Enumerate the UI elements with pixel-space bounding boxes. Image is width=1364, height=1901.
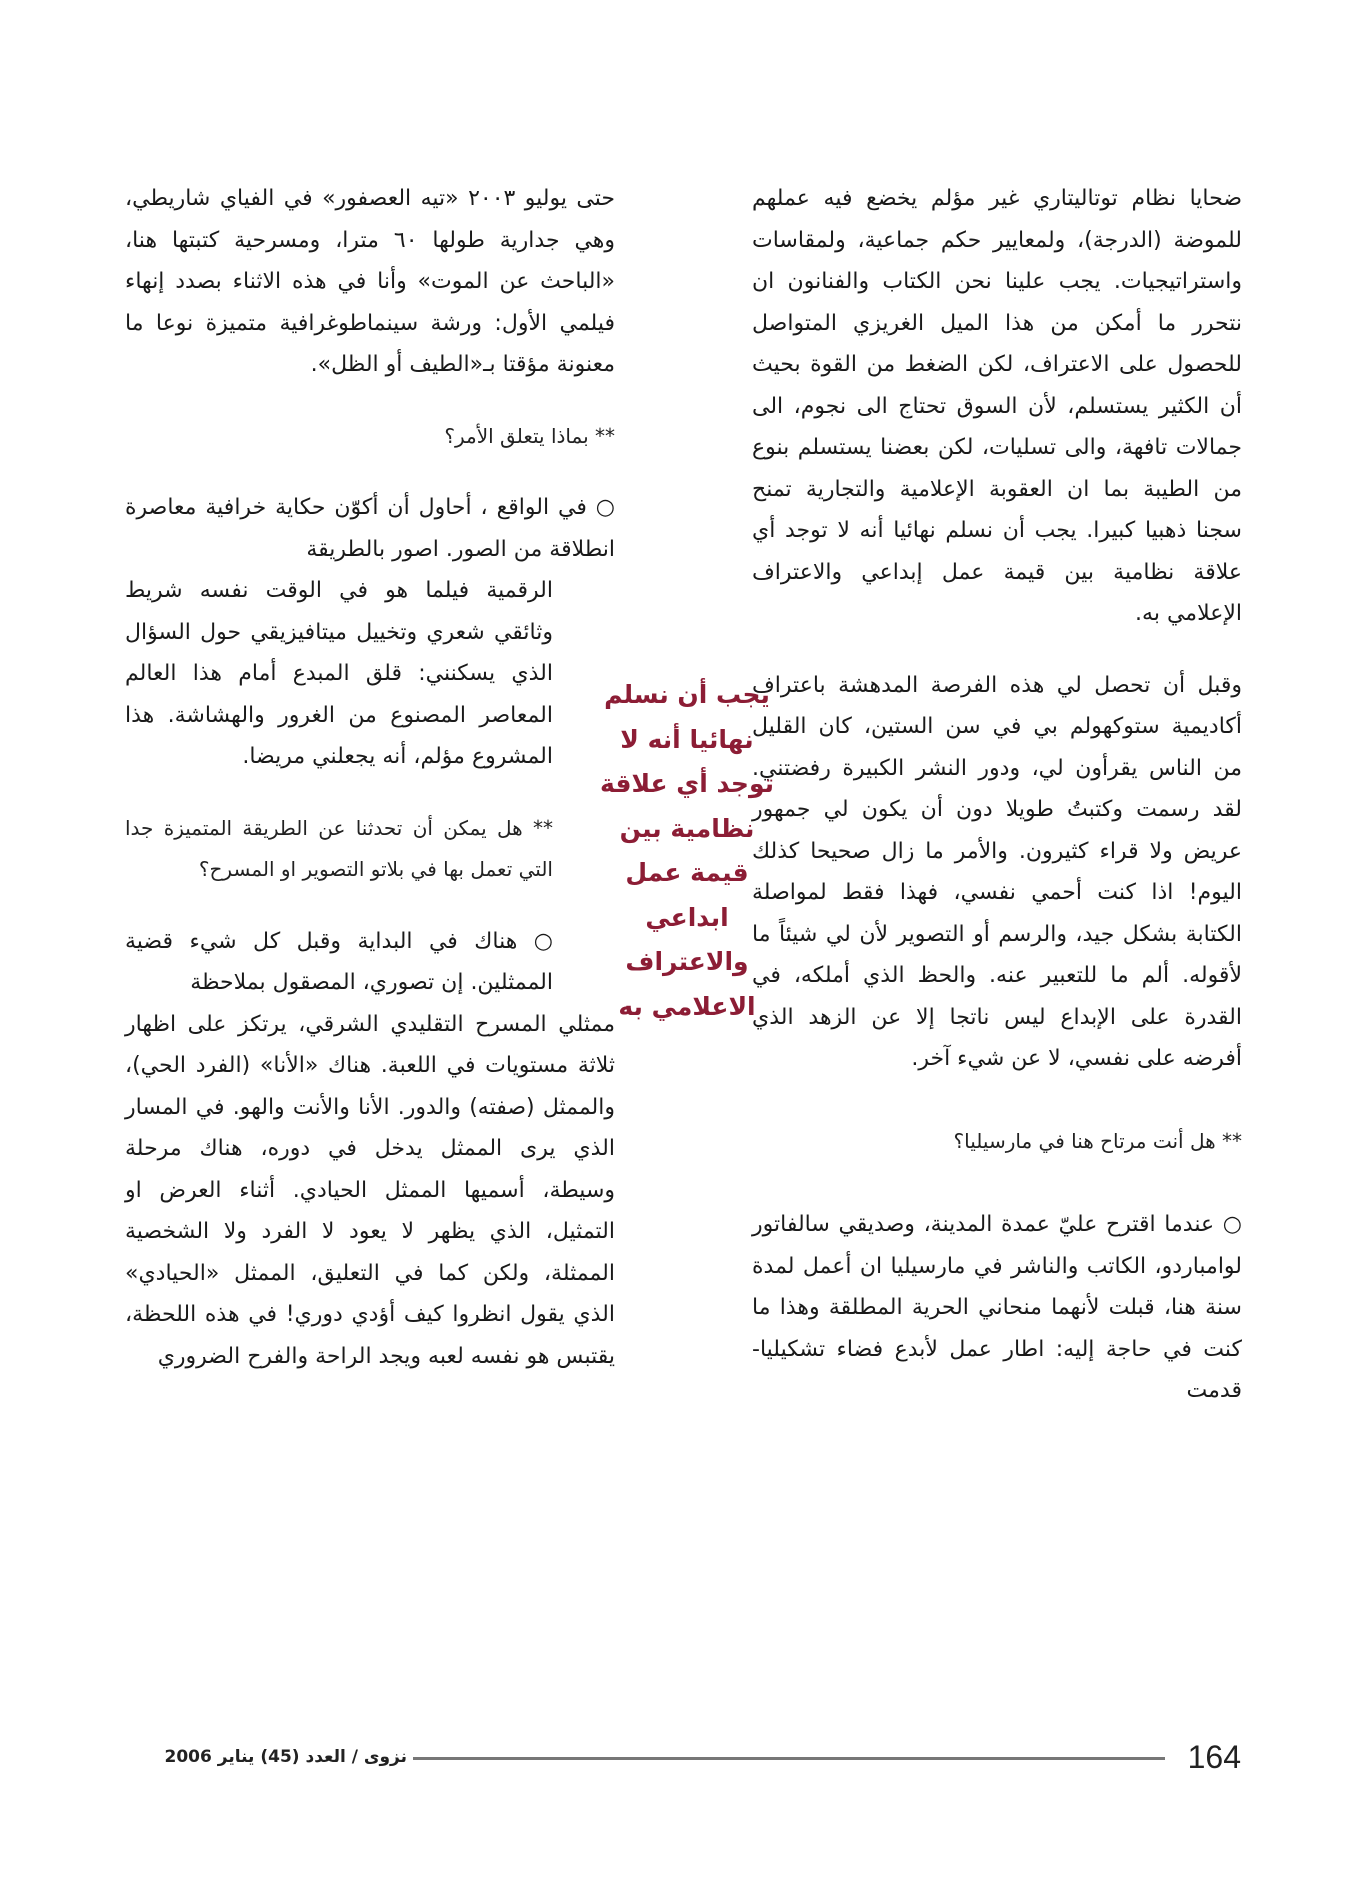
interview-question: ** بماذا يتعلق الأمر؟ — [444, 423, 615, 448]
answer-paragraph: ممثلي المسرح التقليدي الشرقي، يرتكز على اظهار ثلاثة مستويات في اللعبة. هناك «الأنا» (الفرد الحي)، والممثل (صفته) والدور. الأنا والأنت والهو. في المسار الذي يرى الممثل يدخل في دوره، هناك مرحلة وسيطة، أسميها الممثل الحيادي. أثناء العرض او التمثيل، الذي يظهر لا يعود لا الفرد ولا الشخصية الممثلة، ولكن كما في التعليق، الممثل «الحيادي» الذي يقول انظروا كيف أؤدي دوري! في هذه اللحظة، يقتبس هو نفسه لعبه ويجد الراحة والفرح الضروري — [125, 1011, 615, 1369]
paragraph: ○ عندما اقترح عليّ عمدة المدينة، وصديقي سالفاتور لوامباردو، الكاتب والناشر في مارسيليا ان أعمل لمدة سنة هنا، قبلت لأنهما منحاني الحرية المطلقة وهذا ما كنت في حاجة إليه: اطار عمل لأبدع فضاء تشكيليا- قدمت — [752, 1212, 1242, 1403]
issue-info: نزوى / العدد (45) يناير 2006 — [164, 1747, 407, 1767]
pull-quote: يجب أن نسلم نهائيا أنه لا توجد أي علاقة نظامية بين قيمة عمل ابداعي والاعتراف الاعلامي به — [600, 680, 774, 1021]
answer-paragraph: ○ هناك في البداية وقبل كل شيء قضية الممثلين. إن تصوري، المصقول بملاحظة — [125, 928, 553, 995]
page-number: 164 — [1187, 1739, 1241, 1775]
page-footer — [125, 1735, 1241, 1779]
interview-question: ** هل أنت مرتاح هنا في مارسيليا؟ — [953, 1129, 1242, 1153]
answer-paragraph: ○ في الواقع ، أحاول أن أكوّن حكاية خرافية معاصرة انطلاقة من الصور. اصور بالطريقة — [125, 495, 615, 562]
paragraph: ضحايا نظام توتاليتاري غير مؤلم يخضع فيه عملهم للموضة (الدرجة)، ولمعايير حكم جماعية، ولمقاسات واستراتيجيات. يجب علينا نحن الكتاب والفنانون ان نتحرر ما أمكن من هذا الميل الغريزي المتواصل للحصول على الاعتراف، لكن الضغط من القوة بحيث أن الكثير يستسلم، لأن السوق تحتاج الى نجوم، الى جمالات تافهة، والى تسليات، لكن بعضنا يستسلم بنوع من الطيبة بما ان العقوبة الإعلامية والتجارية تمنح سجنا ذهبيا كبيرا. يجب أن نسلم نهائيا أنه لا توجد أي علاقة نظامية بين قيمة عمل إبداعي والاعتراف الإعلامي به. — [752, 186, 1242, 626]
paragraph: حتى يوليو ٢٠٠٣ «تيه العصفور» في الفياي شاريطي، وهي جدارية طولها ٦٠ مترا، ومسرحية كتبتها هنا، «الباحث عن الموت» وأنا في هذه الاثناء بصدد إنهاء فيلمي الأول: ورشة سينماطوغرافية متميزة نوعا ما معنونة مؤقتا بـ«الطيف أو الظل». — [125, 186, 616, 377]
paragraph: وقبل أن تحصل لي هذه الفرصة المدهشة باعتراف أكاديمية ستوكهولم بي في سن الستين، كان القليل من الناس يقرأون لي، ودور النشر الكبيرة رفضتني. لقد رسمت وكتبتُ طويلا دون أن يكون لي جمهور عريض ولا قراء كثيرون. والأمر ما زال صحيحا كذلك اليوم! اذا كنت أحمي نفسي، فهذا فقط لمواصلة الكتابة بشكل جيد، والرسم أو التصوير لأن لي شيئاً ما لأقوله. ألم ما للتعبير عنه. والحظ الذي أملكه، في القدرة على الإبداع ليس ناتجا إلا عن الزهد الذي أفرضه على نفسي، لا عن شيء آخر. — [752, 672, 1242, 1071]
left-text-column — [125, 178, 615, 1377]
interview-question: ** هل يمكن أن تحدثنا عن الطريقة المتميزة جدا التي تعمل بها في بلاتو التصوير او المسرح؟ — [125, 815, 553, 881]
answer-paragraph: الرقمية فيلما هو في الوقت نفسه شريط وثائقي شعري وتخييل ميتافيزيقي حول السؤال الذي يسكنني: قلق المبدع أمام هذا العالم المعاصر المصنوع من الغرور والهشاشة. هذا المشروع مؤلم، أنه يجعلني مريضا. — [125, 578, 553, 769]
right-text-column — [752, 178, 1242, 1412]
footer-divider — [413, 1757, 1165, 1760]
